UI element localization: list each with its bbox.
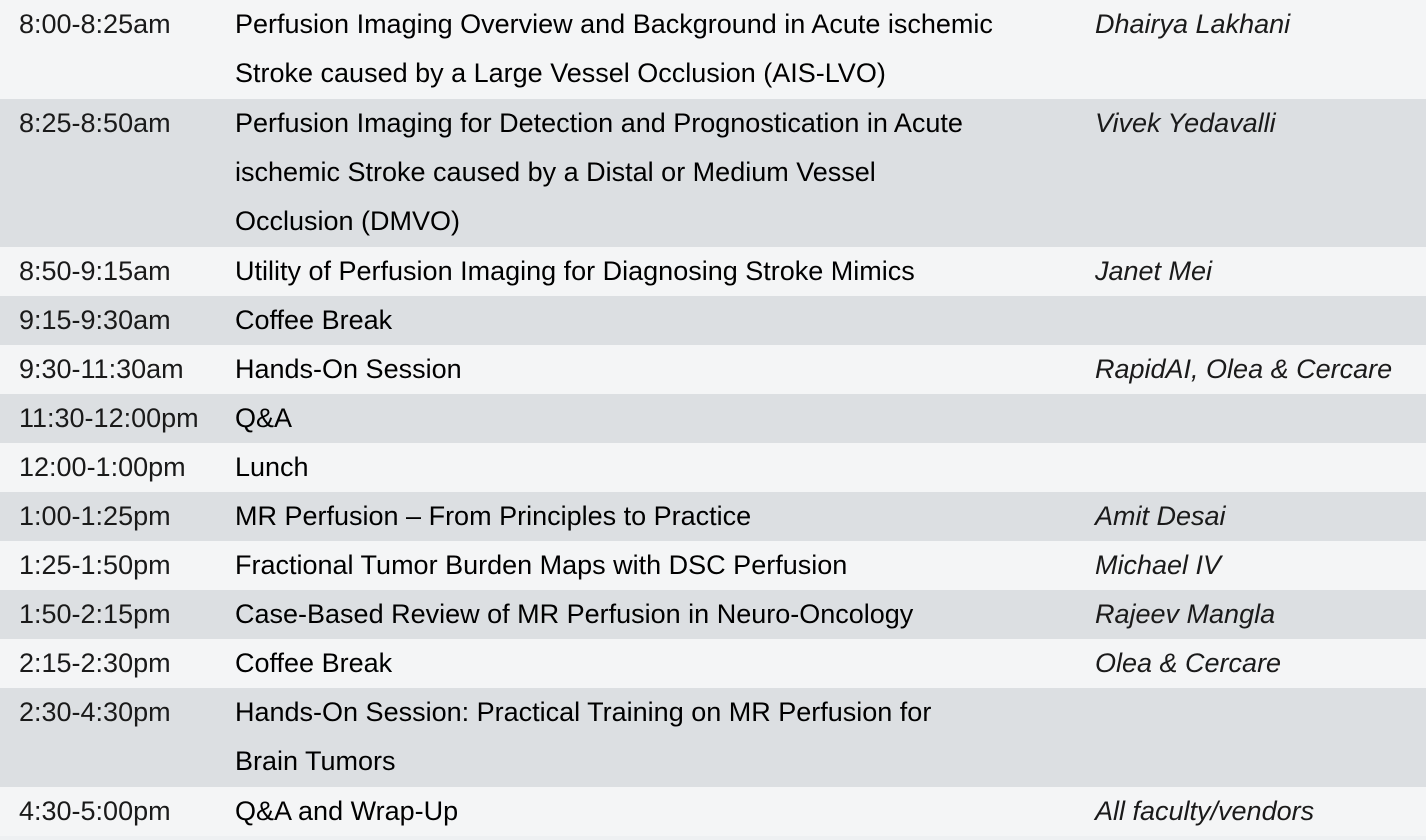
schedule-row bbox=[0, 247, 1426, 296]
schedule-row bbox=[0, 99, 1426, 247]
session-time: 8:00-8:25am bbox=[19, 9, 171, 39]
session-time: 8:50-9:15am bbox=[19, 256, 171, 286]
session-time: 9:15-9:30am bbox=[19, 305, 171, 335]
session-speaker bbox=[1095, 296, 1426, 345]
session-time: 11:30-12:00pm bbox=[19, 403, 199, 433]
session-speaker: Rajeev Mangla bbox=[1095, 599, 1276, 629]
schedule-row bbox=[0, 787, 1426, 836]
session-speaker: Amit Desai bbox=[1095, 501, 1226, 531]
schedule-row bbox=[0, 590, 1426, 639]
schedule-row bbox=[0, 443, 1426, 492]
schedule-row bbox=[0, 345, 1426, 394]
session-title: Fractional Tumor Burden Maps with DSC Perfusion bbox=[235, 550, 848, 580]
session-title: Perfusion Imaging Overview and Background in Acute ischemic Stroke caused by a Large Vessel Occlusion (AIS-LVO) bbox=[235, 9, 993, 88]
session-time: 9:30-11:30am bbox=[19, 354, 184, 384]
session-speaker: Dhairya Lakhani bbox=[1095, 9, 1291, 39]
session-speaker bbox=[1095, 443, 1426, 492]
schedule-row bbox=[0, 688, 1426, 787]
session-title: Coffee Break bbox=[235, 305, 393, 335]
session-speaker bbox=[1095, 394, 1426, 443]
session-speaker: All faculty/vendors bbox=[1095, 796, 1315, 826]
schedule-row bbox=[0, 639, 1426, 688]
schedule-row bbox=[0, 0, 1426, 99]
schedule-row bbox=[0, 541, 1426, 590]
session-title: Q&A bbox=[235, 403, 293, 433]
session-speaker: RapidAI, Olea & Cercare bbox=[1095, 354, 1393, 384]
session-time: 1:50-2:15pm bbox=[19, 599, 171, 629]
schedule-row bbox=[0, 492, 1426, 541]
session-time: 1:00-1:25pm bbox=[19, 501, 171, 531]
session-speaker bbox=[1095, 688, 1426, 787]
session-time: 8:25-8:50am bbox=[19, 108, 171, 138]
session-title: Hands-On Session: Practical Training on MR Perfusion for Brain Tumors bbox=[235, 697, 932, 776]
session-speaker: Janet Mei bbox=[1095, 256, 1213, 286]
session-time: 2:15-2:30pm bbox=[19, 648, 171, 678]
session-speaker: Michael IV bbox=[1095, 550, 1222, 580]
session-time: 1:25-1:50pm bbox=[19, 550, 171, 580]
session-title: MR Perfusion – From Principles to Practice bbox=[235, 501, 752, 531]
schedule-row bbox=[0, 296, 1426, 345]
session-title: Case-Based Review of MR Perfusion in Neuro-Oncology bbox=[235, 599, 914, 629]
session-time: 2:30-4:30pm bbox=[19, 697, 171, 727]
session-speaker: Vivek Yedavalli bbox=[1095, 108, 1276, 138]
session-title: Hands-On Session bbox=[235, 354, 462, 384]
session-title: Perfusion Imaging for Detection and Prognostication in Acute ischemic Stroke caused by a Distal or Medium Vessel Occlusion (DMVO) bbox=[235, 108, 963, 236]
session-title: Q&A and Wrap-Up bbox=[235, 796, 459, 826]
session-speaker: Olea & Cercare bbox=[1095, 648, 1282, 678]
session-title: Utility of Perfusion Imaging for Diagnosing Stroke Mimics bbox=[235, 256, 915, 286]
session-title: Coffee Break bbox=[235, 648, 393, 678]
session-time: 4:30-5:00pm bbox=[19, 796, 171, 826]
session-time: 12:00-1:00pm bbox=[19, 452, 186, 482]
session-title: Lunch bbox=[235, 452, 309, 482]
schedule-row bbox=[0, 394, 1426, 443]
